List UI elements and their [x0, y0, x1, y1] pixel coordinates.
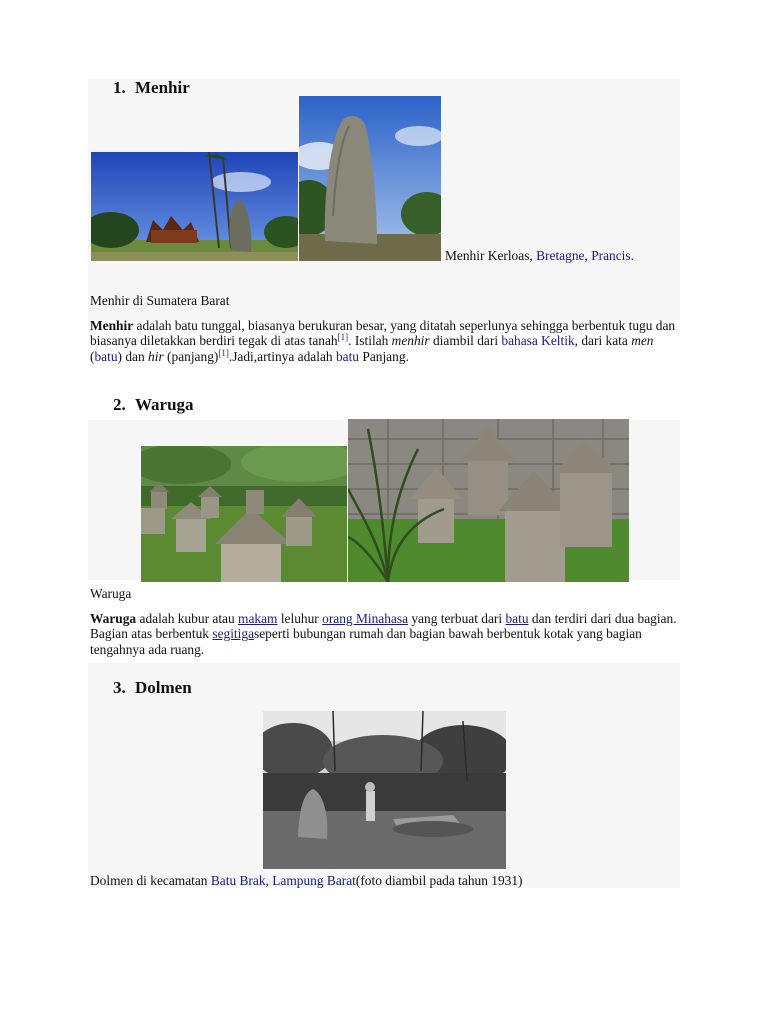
dolmen-caption: Dolmen di kecamatan Batu Brak, Lampung Barat(foto diambil pada tahun 1931) — [90, 873, 523, 888]
dolmen-photo — [263, 711, 506, 869]
waruga-photo-right — [348, 419, 629, 582]
section-number: 2. — [113, 395, 126, 414]
batu-link[interactable]: batu — [94, 348, 118, 364]
section-title: Dolmen — [135, 678, 192, 697]
waruga-paragraph: Waruga adalah kubur atau makam leluhur orang Minahasa yang terbuat dari batu dan terdiri dari dua bagian. Bagian atas berbentuk segitigaseperti bubungan rumah dan bagian bawah berbentuk kotak yang bagian tengahnya ada ruang. — [90, 611, 677, 657]
orang-minahasa-link[interactable]: orang Minahasa — [322, 611, 409, 626]
menhir-sumatera-caption: Menhir di Sumatera Barat — [90, 293, 230, 308]
reference-link[interactable]: [1] — [337, 332, 349, 343]
menhir-paragraph: Menhir adalah batu tunggal, biasanya berukuran besar, yang ditatah seperlunya sehingga berbentuk tugu dan biasanya diletakkan berdiri tegak di atas tanah[1]. Istilah menhir diambil dari bahasa Keltik, dari kata men (batu) dan hir (panjang)[1].Jadi,artinya adalah batu Panjang. — [90, 318, 676, 364]
bahasa-keltik-link[interactable]: bahasa Keltik — [501, 333, 575, 349]
waruga-caption: Waruga — [90, 586, 132, 601]
section-title: Waruga — [135, 395, 194, 414]
segitiga-link[interactable]: segitiga — [212, 626, 255, 642]
reference-link[interactable]: [1] — [218, 347, 229, 358]
section-number: 1. — [113, 78, 126, 97]
menhir-kerloas-caption: Menhir Kerloas, Bretagne, Prancis. — [445, 248, 634, 263]
menhir-kerloas-photo — [299, 96, 441, 261]
menhir-sumatera-photo — [91, 152, 298, 261]
section-heading-dolmen — [113, 678, 192, 698]
waruga-photo-left — [141, 446, 347, 582]
section-heading-menhir — [113, 78, 190, 98]
makam-link[interactable]: makam — [238, 611, 278, 626]
bretagne-link[interactable]: Bretagne — [536, 248, 585, 263]
section-title: Menhir — [135, 78, 190, 97]
batu-link[interactable]: batu — [505, 611, 529, 626]
batu-brak-link[interactable]: Batu Brak, Lampung Barat — [210, 873, 356, 888]
section-heading-waruga — [113, 395, 194, 415]
batu-link[interactable]: batu — [335, 348, 360, 364]
section-number: 3. — [113, 678, 126, 697]
prancis-link[interactable]: Prancis — [591, 248, 631, 263]
